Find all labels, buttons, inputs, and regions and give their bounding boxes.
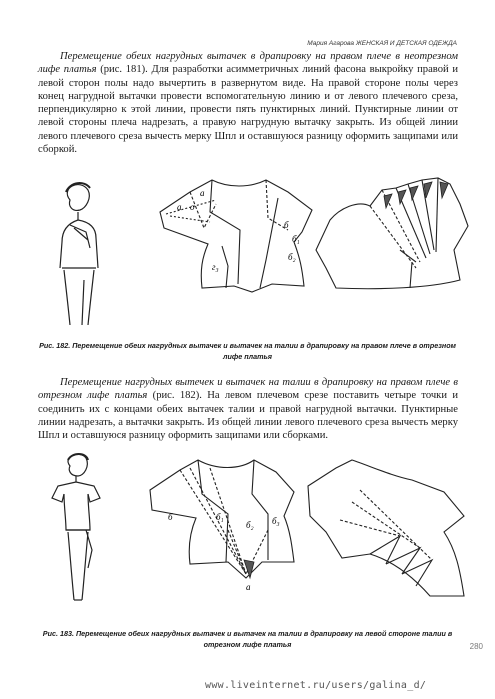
figure-183 [40,450,470,615]
label-a: a [177,202,182,212]
label-b183: б₁ [216,512,224,522]
label-b1: б₁ [292,234,300,244]
figure-182 [40,170,470,330]
label-g3: г₃ [212,262,219,272]
woman-sketch-183 [52,454,100,600]
label-b3-183: б₃ [272,516,280,526]
paragraph-1 [38,50,458,156]
running-header: Мария Агарова ЖЕНСКАЯ И ДЕТСКАЯ ОДЕЖДА [307,40,457,47]
paragraph-1-body: (рис. 181). Для разработки асимметричных линий фасона выкройку правой и левой сторон полы надо вычертить в развернутом виде. На правой стороне полы через конец нагрудной вытачки провести вспомогательную линию и от левого плечевого среза, перпендикулярно к этой линии, провести пять пунктирных линий. Пунктирные линии от левой стороны плеча надрезать, а правую нагрудную вытачку закрыть. Из общей линии левого плечевого среза вычесть мерку Шпл и оставшуюся разницу оформить защипами или сборкой. [38,64,459,156]
figure-182-caption: Рис. 182. Перемещение обеих нагрудных вытачек и вытачек на талии в драпировку на правом плече в отрезном лифе платья [39,341,456,361]
figure-183-caption: Рис. 183. Перемещение обеих нагрудных вытачек и вытачек на талии в драпировку на левой стороне талии в отрезном лифе платья [42,629,453,649]
page-number: 280 [469,642,483,651]
label-b: б [284,220,289,230]
footer-url-link[interactable]: www.liveinternet.ru/users/galina_d/ [205,680,427,691]
figure-182-drawing [40,170,470,330]
draped-pattern-183 [308,460,464,596]
bodice-pattern-182 [160,180,312,292]
hatched-dart-183 [244,560,254,578]
woman-sketch-182 [60,183,98,325]
paragraph-2-lead: Перемещение нагрудных вытечек и вытачек на талии в драпировку на правом плече в отрезном лифе платья [38,377,458,402]
label-a183: а [246,582,251,592]
paragraph-2 [38,376,458,442]
figure-183-drawing [40,450,470,615]
paragraph-1-lead: Перемещение обеих нагрудных вытачек в драпировку на правом плече в неотрезном лифе платья [38,51,458,76]
paragraph-2-body: (рис. 182). На левом плечевом срезе поставить четыре точки и соединить их с концами обеих вытачек талии и правой нагрудной вытачки. Пунктирные линии надрезать, а вытачки закрыть. Из общей линии левого плечевого среза вычесть мерку Шпл и оставшуюся разницу оформить защипами или сборками. [38,390,458,442]
label-a2: а [200,188,205,198]
hatched-darts-182 [384,182,448,208]
label-b0-183: б [168,512,173,522]
label-b2-183: б₂ [246,520,254,530]
label-o: о [190,202,195,212]
label-b2: б₂ [288,252,296,262]
